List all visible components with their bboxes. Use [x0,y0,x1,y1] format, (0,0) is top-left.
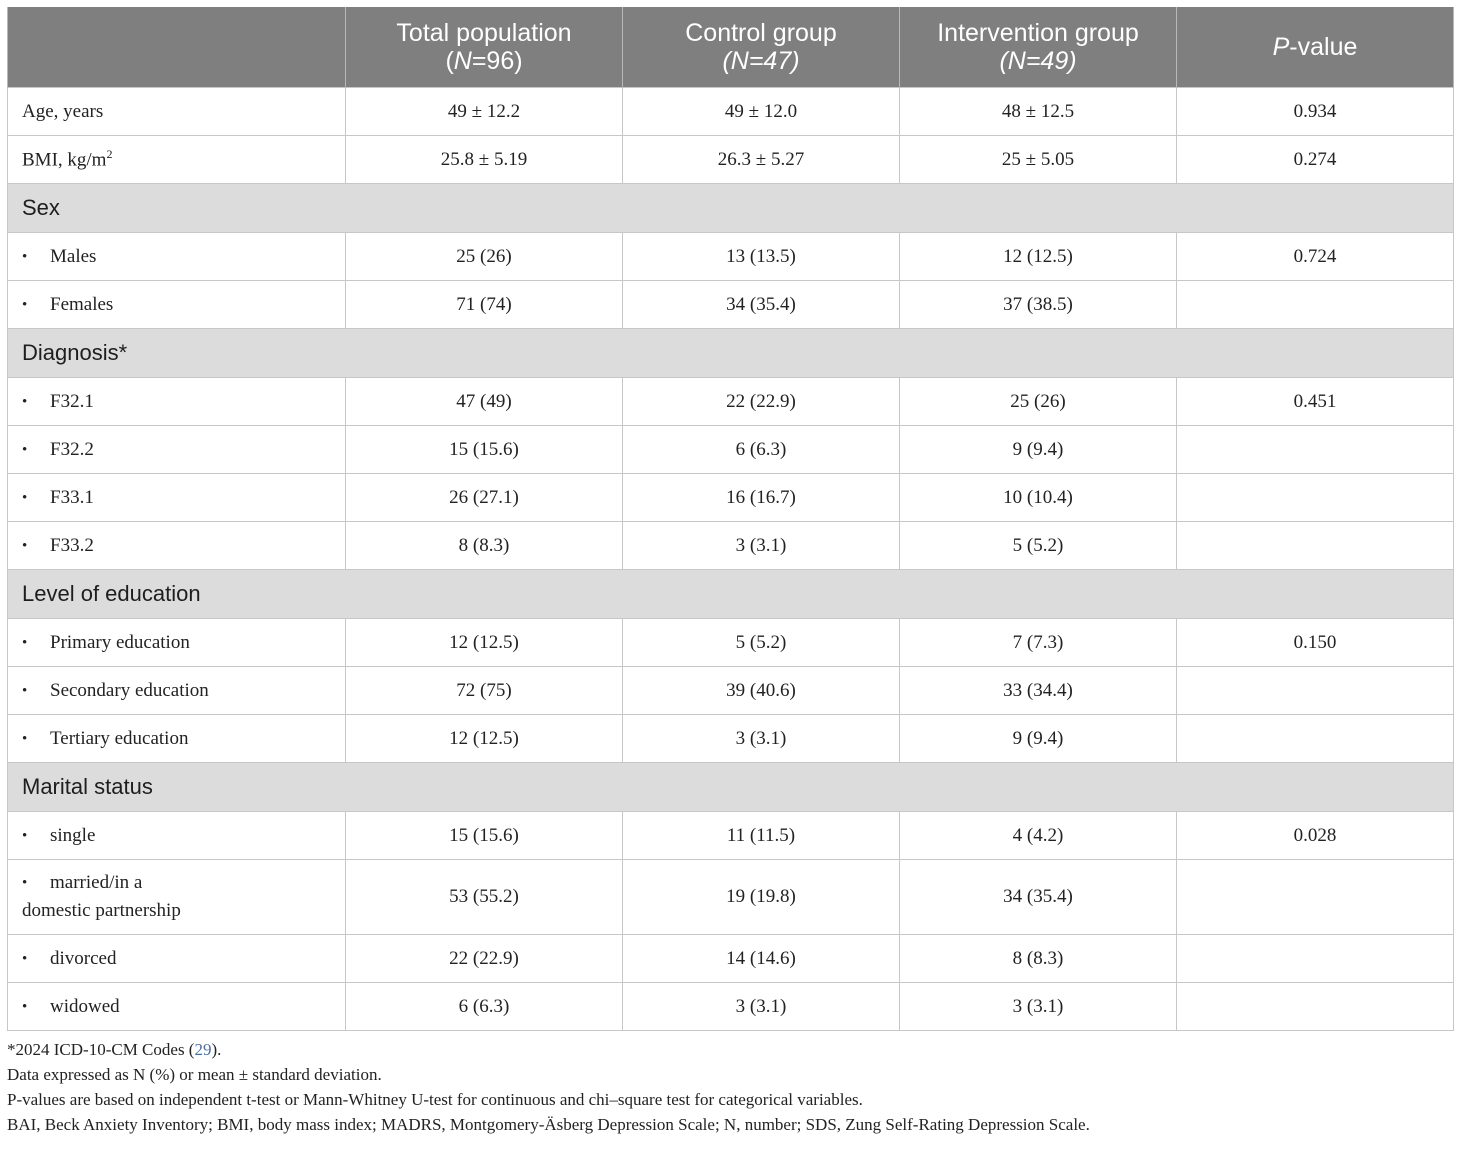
header-control-n: N [730,47,749,75]
header-control-group: Control group (N=47) [623,7,900,88]
cell-p-value [1177,935,1454,983]
row-label [8,983,346,1031]
cell-control-group: 5 (5.2) [623,619,900,667]
section-row [8,184,1454,233]
header-p-letter: P [1272,33,1290,61]
section-heading: Marital status [8,763,1454,812]
cell-intervention-group: 25 (26) [900,378,1177,426]
footnotes [7,1037,1453,1137]
row-label-text: single [50,824,96,846]
table-row [8,715,1454,763]
cell-intervention-group: 37 (38.5) [900,281,1177,329]
cell-total-population: 47 (49) [346,378,623,426]
cell-control-group: 19 (19.8) [623,860,900,935]
cell-total-population: 15 (15.6) [346,426,623,474]
cell-total-population: 25 (26) [346,233,623,281]
row-label [8,233,346,281]
table-row [8,281,1454,329]
header-p-rest: -value [1289,33,1358,61]
table-row [8,136,1454,184]
cell-intervention-group: 9 (9.4) [900,715,1177,763]
header-intervention-group: Intervention group (N=49) [900,7,1177,88]
table-row [8,983,1454,1031]
table-row [8,667,1454,715]
cell-total-population: 71 (74) [346,281,623,329]
cell-total-population: 12 (12.5) [346,619,623,667]
cell-control-group: 39 (40.6) [623,667,900,715]
bullet-icon: • [22,248,28,265]
row-label [8,426,346,474]
table-row [8,378,1454,426]
bullet-icon: • [22,950,28,967]
row-label-text: Females [50,293,114,315]
cell-p-value [1177,522,1454,570]
table-row [8,233,1454,281]
section-heading: Level of education [8,570,1454,619]
table-row [8,474,1454,522]
cell-control-group: 26.3 ± 5.27 [623,136,900,184]
cell-p-value: 0.451 [1177,378,1454,426]
cell-total-population: 53 (55.2) [346,860,623,935]
cell-total-population: 12 (12.5) [346,715,623,763]
bullet-icon: • [22,489,28,506]
row-label [8,935,346,983]
section-row [8,329,1454,378]
cell-control-group: 6 (6.3) [623,426,900,474]
cell-intervention-group: 9 (9.4) [900,426,1177,474]
row-label-text: divorced [50,947,117,969]
header-total-count: =96) [471,47,523,75]
cell-total-population: 72 (75) [346,667,623,715]
section-heading: Diagnosis* [8,329,1454,378]
cell-intervention-group: 5 (5.2) [900,522,1177,570]
table-row [8,860,1454,935]
header-total-population: Total population (N=96) [346,7,623,88]
bullet-icon: • [22,296,28,313]
row-label [8,860,346,935]
row-label-text: F32.1 [50,390,94,412]
header-row [8,7,1454,88]
cell-total-population: 25.8 ± 5.19 [346,136,623,184]
unit-superscript: 2 [106,147,113,162]
bullet-icon: • [22,730,28,747]
section-row [8,763,1454,812]
table-row [8,426,1454,474]
cell-control-group: 49 ± 12.0 [623,88,900,136]
cell-p-value [1177,715,1454,763]
cell-p-value [1177,474,1454,522]
row-label-text: married/in a [50,872,143,893]
row-label [8,281,346,329]
header-control-count: =47) [748,47,800,75]
cell-total-population: 8 (8.3) [346,522,623,570]
reference-link[interactable]: 29 [194,1040,212,1059]
cell-control-group: 13 (13.5) [623,233,900,281]
section-row [8,570,1454,619]
demographics-table [7,7,1454,1031]
table-row [8,619,1454,667]
bullet-icon: • [22,441,28,458]
cell-control-group: 3 (3.1) [623,983,900,1031]
cell-intervention-group: 48 ± 12.5 [900,88,1177,136]
row-label-text: BMI, kg/m [22,149,107,171]
cell-p-value: 0.934 [1177,88,1454,136]
cell-intervention-group: 34 (35.4) [900,860,1177,935]
header-empty [8,7,346,88]
table-row [8,935,1454,983]
table-row [8,522,1454,570]
cell-p-value [1177,426,1454,474]
row-label [8,715,346,763]
header-intervention-n: N [1007,47,1026,75]
table-container [7,7,1453,1137]
cell-intervention-group: 12 (12.5) [900,233,1177,281]
footnote-abbreviations: BAI, Beck Anxiety Inventory; BMI, body mass index; MADRS, Montgomery-Äsberg Depression Scale; N, number; SDS, Zung Self-Rating Depression Scale. [7,1115,1090,1134]
cell-p-value: 0.724 [1177,233,1454,281]
row-label [8,136,346,184]
cell-total-population: 49 ± 12.2 [346,88,623,136]
header-control-label: Control group [685,19,837,47]
row-label-text: F33.2 [50,534,94,556]
row-label-text-line2: domestic partnership [22,900,181,921]
row-label-text: Age, years [22,100,104,122]
cell-control-group: 3 (3.1) [623,522,900,570]
cell-intervention-group: 33 (34.4) [900,667,1177,715]
bullet-icon: • [22,537,28,554]
cell-intervention-group: 25 ± 5.05 [900,136,1177,184]
row-label-text: F33.1 [50,486,94,508]
cell-control-group: 3 (3.1) [623,715,900,763]
section-heading: Sex [8,184,1454,233]
table-row [8,812,1454,860]
row-label [8,88,346,136]
cell-p-value [1177,983,1454,1031]
cell-control-group: 14 (14.6) [623,935,900,983]
header-total-n: N [453,47,472,75]
header-total-label: Total population [396,19,572,47]
row-label-text: Tertiary education [50,727,189,749]
cell-control-group: 11 (11.5) [623,812,900,860]
bullet-icon: • [22,998,28,1015]
cell-control-group: 22 (22.9) [623,378,900,426]
cell-intervention-group: 10 (10.4) [900,474,1177,522]
row-label-text: Males [50,245,97,267]
cell-p-value [1177,281,1454,329]
cell-intervention-group: 7 (7.3) [900,619,1177,667]
bullet-icon: • [22,634,28,651]
footnote-icd: *2024 ICD-10-CM Codes (29). [7,1040,222,1059]
table-row [8,88,1454,136]
row-label [8,378,346,426]
row-label [8,812,346,860]
bullet-icon: • [22,682,28,699]
cell-p-value: 0.028 [1177,812,1454,860]
bullet-icon: • [22,393,28,410]
cell-control-group: 34 (35.4) [623,281,900,329]
row-label [8,619,346,667]
cell-total-population: 15 (15.6) [346,812,623,860]
cell-intervention-group: 3 (3.1) [900,983,1177,1031]
header-p-value [1177,7,1454,88]
cell-p-value [1177,667,1454,715]
cell-control-group: 16 (16.7) [623,474,900,522]
footnote-data-expression: Data expressed as N (%) or mean ± standard deviation. [7,1065,382,1084]
bullet-icon: • [22,827,28,844]
row-label-text: F32.2 [50,438,94,460]
row-label [8,522,346,570]
header-intervention-count: =49) [1025,47,1077,75]
footnote-p-values: P-values are based on independent t-test or Mann-Whitney U-test for continuous and chi–square test for categorical variables. [7,1090,863,1109]
cell-intervention-group: 8 (8.3) [900,935,1177,983]
cell-total-population: 26 (27.1) [346,474,623,522]
bullet-icon: • [22,875,28,891]
cell-total-population: 6 (6.3) [346,983,623,1031]
cell-intervention-group: 4 (4.2) [900,812,1177,860]
table-body [8,88,1454,1031]
row-label-text: widowed [50,995,120,1017]
cell-p-value [1177,860,1454,935]
cell-p-value: 0.150 [1177,619,1454,667]
row-label [8,474,346,522]
row-label-text: Primary education [50,631,190,653]
header-intervention-label: Intervention group [937,19,1139,47]
row-label [8,667,346,715]
row-label-text: Secondary education [50,679,209,701]
cell-total-population: 22 (22.9) [346,935,623,983]
cell-p-value: 0.274 [1177,136,1454,184]
